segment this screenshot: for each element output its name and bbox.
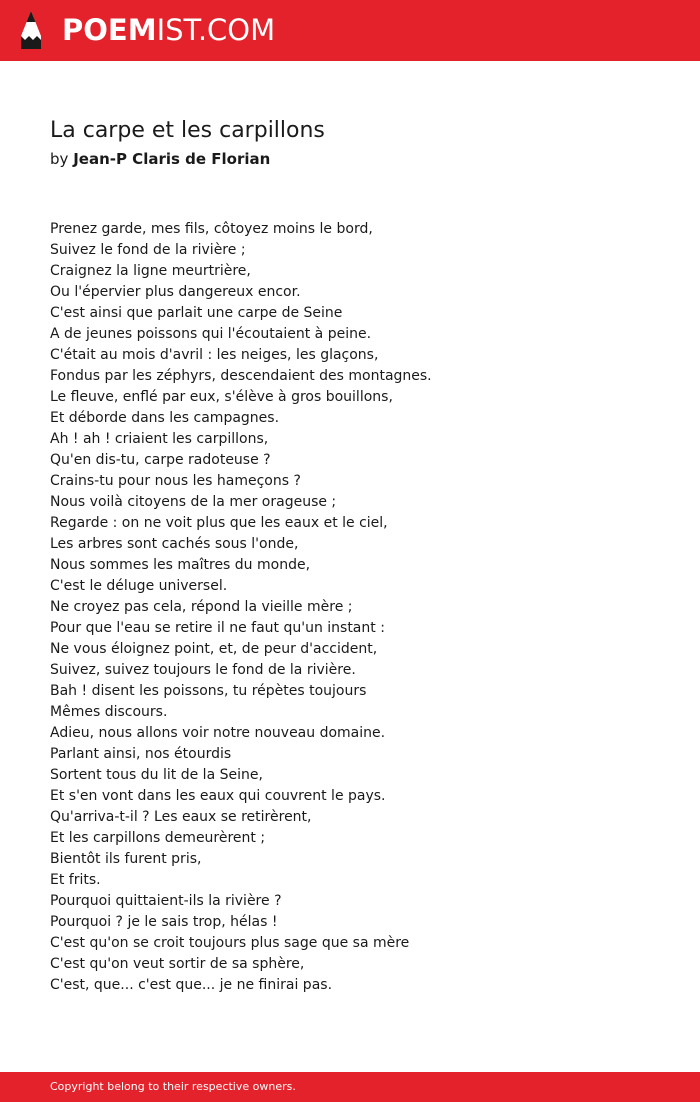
- footer-bar: [0, 1072, 700, 1102]
- poem-line: Parlant ainsi, nos étourdis: [50, 746, 232, 762]
- poem-line: Le fleuve, enflé par eux, s'élève à gros bouillons,: [50, 389, 393, 405]
- poem-line: Fondus par les zéphyrs, descendaient des montagnes.: [50, 368, 432, 384]
- brand-light: IST.COM: [156, 13, 276, 47]
- poem-byline: [50, 149, 270, 169]
- poem-line: Et les carpillons demeurèrent ;: [50, 830, 266, 846]
- header-bar: [0, 0, 700, 61]
- poem-title: La carpe et les carpillons: [50, 118, 325, 143]
- poem-line: A de jeunes poissons qui l'écoutaient à peine.: [50, 326, 372, 342]
- poem-line: C'est ainsi que parlait une carpe de Seine: [50, 305, 343, 321]
- poem-line: Qu'arriva-t-il ? Les eaux se retirèrent,: [50, 809, 312, 825]
- poem-line: Et frits.: [50, 872, 101, 888]
- poem-line: Bientôt ils furent pris,: [50, 851, 202, 867]
- poem-line: Qu'en dis-tu, carpe radoteuse ?: [50, 452, 271, 468]
- poem-line: Craignez la ligne meurtrière,: [50, 263, 251, 279]
- poem-line: Et s'en vont dans les eaux qui couvrent le pays.: [50, 788, 386, 804]
- poem-line: Nous voilà citoyens de la mer orageuse ;: [50, 494, 337, 510]
- site-logo-text[interactable]: [62, 13, 275, 47]
- poem-author: Jean-P Claris de Florian: [73, 150, 271, 168]
- poem-line: C'est le déluge universel.: [50, 578, 228, 594]
- poem-line: Regarde : on ne voit plus que les eaux et le ciel,: [50, 515, 388, 531]
- poem-line: Pour que l'eau se retire il ne faut qu'un instant :: [50, 620, 385, 636]
- poem-line: Bah ! disent les poissons, tu répètes toujours: [50, 683, 367, 699]
- brand-bold: POEM: [62, 13, 157, 47]
- poem-line: Ne vous éloignez point, et, de peur d'accident,: [50, 641, 378, 657]
- poem-line: Ou l'épervier plus dangereux encor.: [50, 284, 301, 300]
- poem-line: Les arbres sont cachés sous l'onde,: [50, 536, 299, 552]
- poem-line: Pourquoi ? je le sais trop, hélas !: [50, 914, 278, 930]
- poem-line: Mêmes discours.: [50, 704, 168, 720]
- poem-line: Crains-tu pour nous les hameçons ?: [50, 473, 301, 489]
- by-label: by: [50, 150, 69, 168]
- poem-line: Sortent tous du lit de la Seine,: [50, 767, 263, 783]
- poem-line: Suivez le fond de la rivière ;: [50, 242, 246, 258]
- poem-line: Nous sommes les maîtres du monde,: [50, 557, 311, 573]
- poem-line: Prenez garde, mes fils, côtoyez moins le bord,: [50, 221, 373, 237]
- copyright-text: Copyright belong to their respective owners.: [50, 1080, 296, 1093]
- poem-line: C'est qu'on se croit toujours plus sage que sa mère: [50, 935, 410, 951]
- poem-body: [50, 219, 432, 996]
- poem-line: Pourquoi quittaient-ils la rivière ?: [50, 893, 282, 909]
- poem-line: C'est, que... c'est que... je ne finirai pas.: [50, 977, 333, 993]
- poem-line: Ne croyez pas cela, répond la vieille mère ;: [50, 599, 353, 615]
- poem-line: Ah ! ah ! criaient les carpillons,: [50, 431, 269, 447]
- poem-line: C'est qu'on veut sortir de sa sphère,: [50, 956, 305, 972]
- poem-line: Adieu, nous allons voir notre nouveau domaine.: [50, 725, 386, 741]
- poem-line: C'était au mois d'avril : les neiges, les glaçons,: [50, 347, 379, 363]
- poem-line: Et déborde dans les campagnes.: [50, 410, 280, 426]
- poem-line: Suivez, suivez toujours le fond de la rivière.: [50, 662, 356, 678]
- pencil-tip-icon[interactable]: [18, 9, 44, 51]
